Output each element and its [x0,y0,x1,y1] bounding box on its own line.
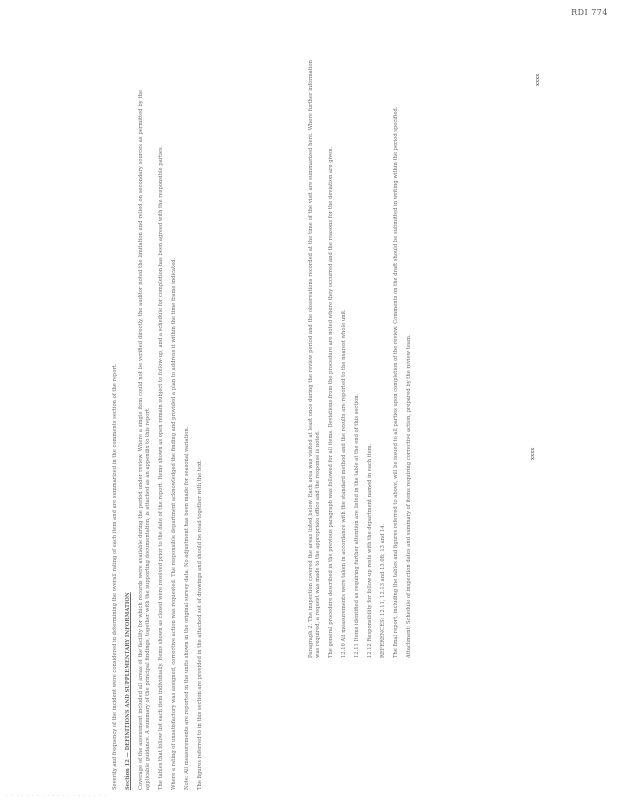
right-paragraph-1: Paragraph 2. The inspection covered the areas listed below. Each area was visited at least once during the review period and the observations recorded at the time of the visit are summarized here. Where further information was required, a request was made to the appropriate office and the response is noted. [308,60,321,658]
right-paragraph-2: The general procedure described in the previous paragraph was followed for all items. Deviations from the procedure are noted where they occurred and the reasons for the deviation are given. [328,146,334,658]
left-paragraph-4: Where a rating of unsatisfactory was assigned, corrective action was requested. The responsible department acknowledged the finding and provided a plan to address it within the time frame indicated. [171,257,177,790]
left-paragraph-2: Coverage of the assessment included all areas of the facility for which records were available during the period under review. Where a single item could not be verified directly, the auditor noted the limitation and relied on secondary sources as permitted by the applicable guidance. A summary of the principal findings, together with the supporting documentation, is attached as an appendix to this report. [138,90,151,790]
right-paragraph-6: REFERENCES: 12.11, 12.13 and 13.08; 13 and 14. [380,523,386,658]
left-paragraph-1: Severity and frequency of the incident were considered in determining the overall rating of each item and are summarized in the comments section of the report. [112,363,118,790]
left-page-text [112,90,210,790]
left-section-heading: Section 12 — DEFINITIONS AND SUPPLEMENTARY INFORMATION [125,592,131,790]
left-paragraph-3: The tables that follow list each item individually. Items shown as closed were resolved prior to the date of the report. Items shown as open remain subject to follow-up, and a schedule for completion has been agreed with the responsible parties. [158,145,164,790]
right-page-text [308,60,419,658]
right-paragraph-4: 12.11 Items identified as requiring further attention are listed in the table at the end of this section. [354,393,360,658]
right-paragraph-7: The final report, including the tables and figures referred to above, will be issued to all parties upon completion of the review. Comments on the draft should be submitted in writing within the period specified. [393,106,399,658]
left-paragraph-6: The figures referred to in this section are provided in the attached set of drawings and should be read together with the text. [197,459,203,790]
right-paragraph-5: 12.12 Responsibility for follow-up rests with the department named in each item. [367,443,373,658]
right-paragraph-3: 12.10 All measurements were taken in accordance with the standard method and the results are reported to the nearest whole unit. [341,309,347,658]
scan-footer-marks: . . . . . . . . . . . . . . . . . . . . [6,792,107,798]
left-page-number: xxxx [530,447,536,460]
document-id: RDI 774 [571,8,608,17]
right-paragraph-8: Attachment: Schedule of inspection dates and summary of items requiring corrective action, prepared by the review team. [406,334,412,658]
right-page-number: xxxx [535,73,541,86]
left-paragraph-5: Note: All measurements are reported in the units shown in the original survey data. No adjustment has been made for seasonal variation. [184,426,190,790]
